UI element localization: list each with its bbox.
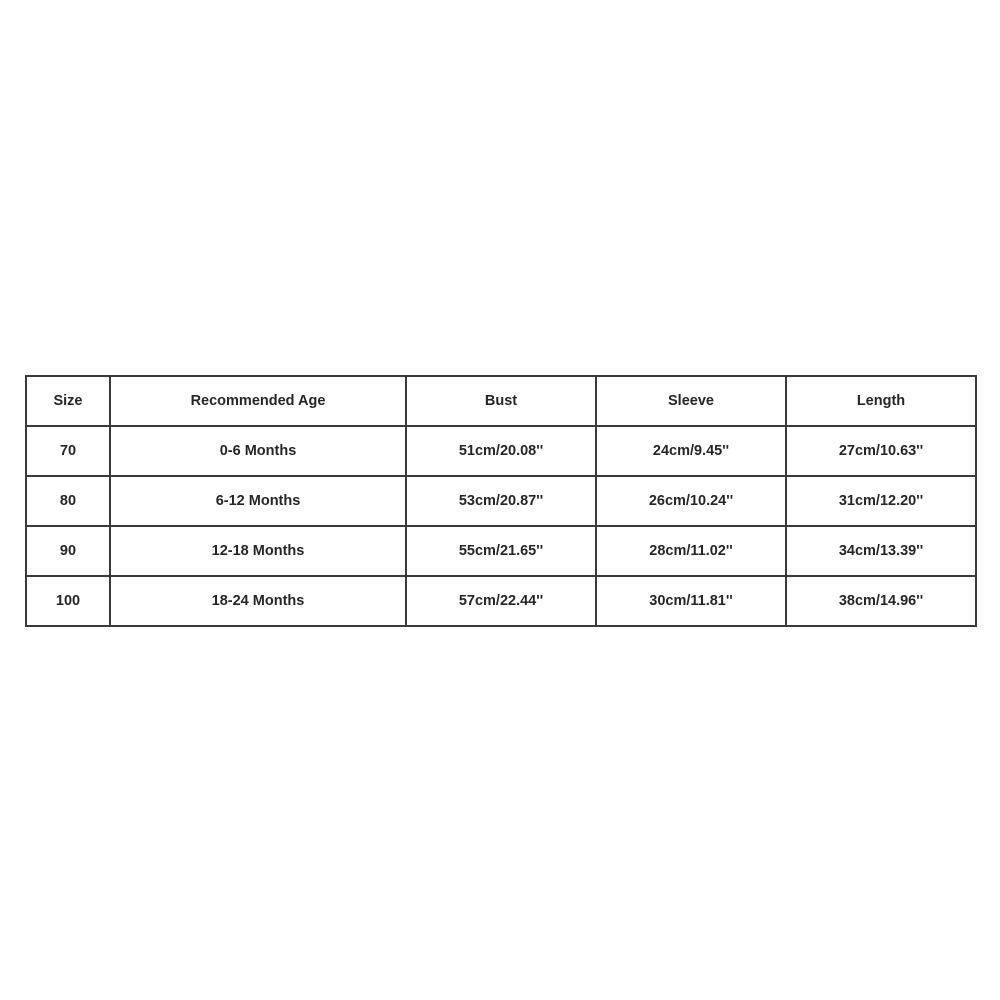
cell-size: 80	[26, 476, 110, 526]
table-row	[26, 476, 976, 526]
cell-sleeve: 30cm/11.81''	[596, 576, 786, 626]
cell-age: 12-18 Months	[110, 526, 406, 576]
header-length: Length	[786, 376, 976, 426]
table-row	[26, 426, 976, 476]
header-row	[26, 376, 976, 426]
header-sleeve: Sleeve	[596, 376, 786, 426]
cell-age: 6-12 Months	[110, 476, 406, 526]
table-row	[26, 526, 976, 576]
cell-age: 18-24 Months	[110, 576, 406, 626]
cell-bust: 53cm/20.87''	[406, 476, 596, 526]
size-chart-table	[25, 375, 977, 627]
cell-sleeve: 26cm/10.24''	[596, 476, 786, 526]
header-recommended-age: Recommended Age	[110, 376, 406, 426]
cell-sleeve: 24cm/9.45''	[596, 426, 786, 476]
cell-age: 0-6 Months	[110, 426, 406, 476]
header-bust: Bust	[406, 376, 596, 426]
cell-length: 38cm/14.96''	[786, 576, 976, 626]
header-size: Size	[26, 376, 110, 426]
cell-length: 31cm/12.20''	[786, 476, 976, 526]
cell-size: 100	[26, 576, 110, 626]
table-row	[26, 576, 976, 626]
cell-bust: 57cm/22.44''	[406, 576, 596, 626]
cell-sleeve: 28cm/11.02''	[596, 526, 786, 576]
cell-bust: 55cm/21.65''	[406, 526, 596, 576]
cell-length: 34cm/13.39''	[786, 526, 976, 576]
cell-size: 70	[26, 426, 110, 476]
cell-length: 27cm/10.63''	[786, 426, 976, 476]
cell-size: 90	[26, 526, 110, 576]
cell-bust: 51cm/20.08''	[406, 426, 596, 476]
